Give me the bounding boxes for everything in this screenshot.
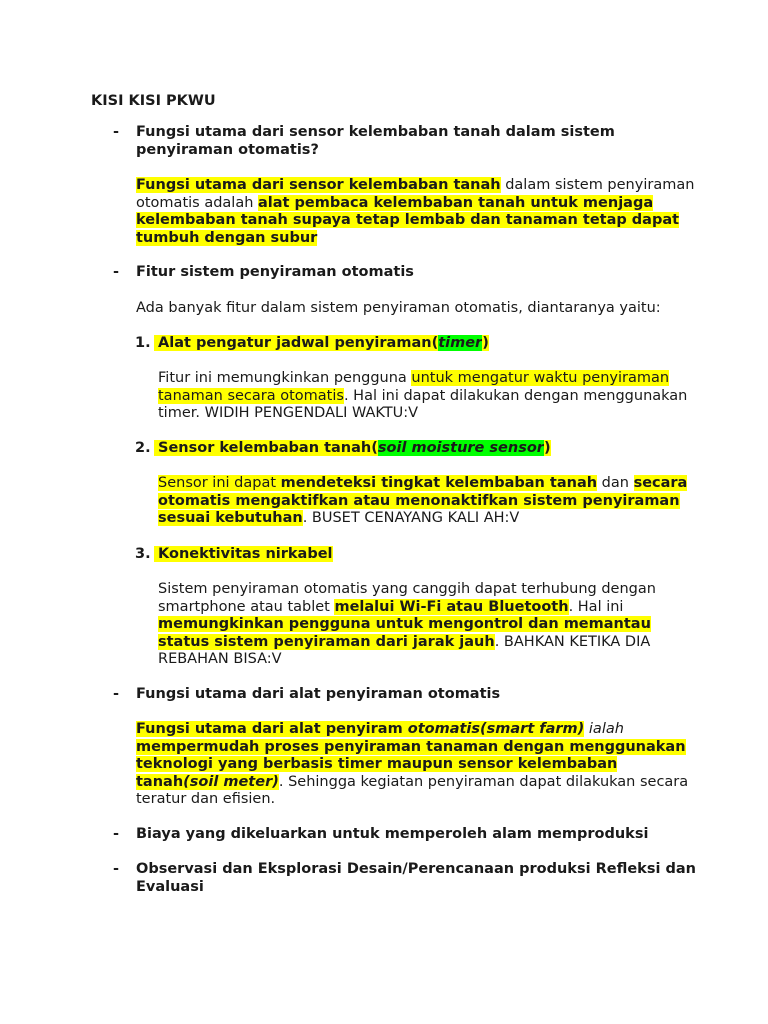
feature-heading-1: Alat pengatur jadwal penyiraman(timer) (158, 335, 688, 353)
highlighted-text: untuk mengatur waktu penyiraman tanaman secara otomatis (158, 370, 670, 404)
feature-term: soil moisture sensor (377, 440, 544, 456)
bullet-dash: - (113, 124, 120, 140)
plain-text: dalam sistem penyiraman otomatis adalah (136, 177, 695, 211)
answer-paragraph-1 (136, 177, 696, 247)
feature-label: Konektivitas nirkabel (154, 546, 333, 562)
feature-number-3: 3. (135, 546, 151, 562)
feature-number-1: 1. (135, 335, 151, 351)
feature-number-2: 2. (135, 440, 151, 456)
feature-description-1: Fitur ini memungkinkan pengguna untuk mengatur waktu penyiraman tanaman secara otomatis. Hal ini dapat dilakukan dengan menggunakan timer. WIDIH PENGENDALI WAKTU:V (158, 370, 688, 422)
highlighted-text: Fungsi utama dari sensor kelembaban tanah (136, 177, 501, 193)
highlighted-text: mendeteksi tingkat kelembaban tanah (280, 475, 598, 491)
highlighted-text: alat pembaca kelembaban tanah untuk menjaga kelembaban tanah supaya tetap lembab dan tanaman tetap dapat tumbuh dengan subur (136, 194, 680, 246)
highlighted-italic-term: otomatis(smart farm) (407, 721, 585, 737)
document-title: KISI KISI PKWU (91, 93, 216, 109)
feature-label: Sensor kelembaban tanah (154, 440, 371, 456)
bullet-dash: - (113, 826, 120, 842)
feature-description-3: Sistem penyiraman otomatis yang canggih dapat terhubung dengan smartphone atau tablet melalui Wi-Fi atau Bluetooth. Hal ini memungkinkan pengguna untuk mengontrol dan memantau status sistem penyiraman dari jarak jauh. BAHKAN KETIKA DIA REBAHAN BISA:V (158, 581, 656, 668)
feature-heading-3 (158, 546, 688, 564)
question-heading-2: Fitur sistem penyiraman otomatis (136, 264, 414, 280)
question-heading-1: Fungsi utama dari sensor kelembaban tanah dalam sistem penyiraman otomatis? (136, 124, 615, 158)
question-heading-4: Biaya yang dikeluarkan untuk memperoleh alam memproduksi (136, 826, 649, 842)
answer-paragraph-3 (136, 721, 696, 809)
question-heading-3: Fungsi utama dari alat penyiraman otomatis (136, 686, 501, 702)
bullet-dash: - (113, 686, 120, 702)
feature-intro: Ada banyak fitur dalam sistem penyiraman otomatis, diantaranya yaitu: (136, 300, 661, 316)
highlighted-text: Fungsi utama dari alat penyiram (136, 721, 408, 737)
highlighted-text: secara otomatis mengaktifkan atau menonaktifkan sistem penyiraman sesuai kebutuhan (158, 475, 688, 527)
highlighted-italic-term: (soil meter) (183, 773, 279, 790)
highlighted-text: memungkinkan pengguna untuk mengontrol dan memantau status sistem penyiraman dari jarak jauh (158, 616, 651, 650)
feature-label: Alat pengatur jadwal penyiraman (154, 335, 432, 351)
highlighted-text: mempermudah proses penyiraman tanaman dengan menggunakan teknologi yang berbasis timer maupun sensor kelembaban tanah (136, 738, 686, 790)
bullet-dash: - (113, 861, 120, 877)
plain-text: . Sehingga kegiatan penyiraman dapat dilakukan secara teratur dan efisien. (136, 773, 689, 808)
italic-text: ialah (584, 721, 624, 737)
question-heading-5: Observasi dan Eksplorasi Desain/Perencanaan produksi Refleksi dan Evaluasi (136, 861, 696, 895)
highlighted-text: melalui Wi-Fi atau Bluetooth (334, 598, 569, 615)
feature-heading-2: Sensor kelembaban tanah(soil moisture sensor) (158, 440, 688, 458)
feature-term: timer (438, 335, 483, 351)
bullet-dash: - (113, 264, 120, 280)
feature-description-2: Sensor ini dapat mendeteksi tingkat kelembaban tanah dan secara otomatis mengaktifkan atau menonaktifkan sistem penyiraman sesuai kebutuhan. BUSET CENAYANG KALI AH:V (158, 475, 688, 527)
